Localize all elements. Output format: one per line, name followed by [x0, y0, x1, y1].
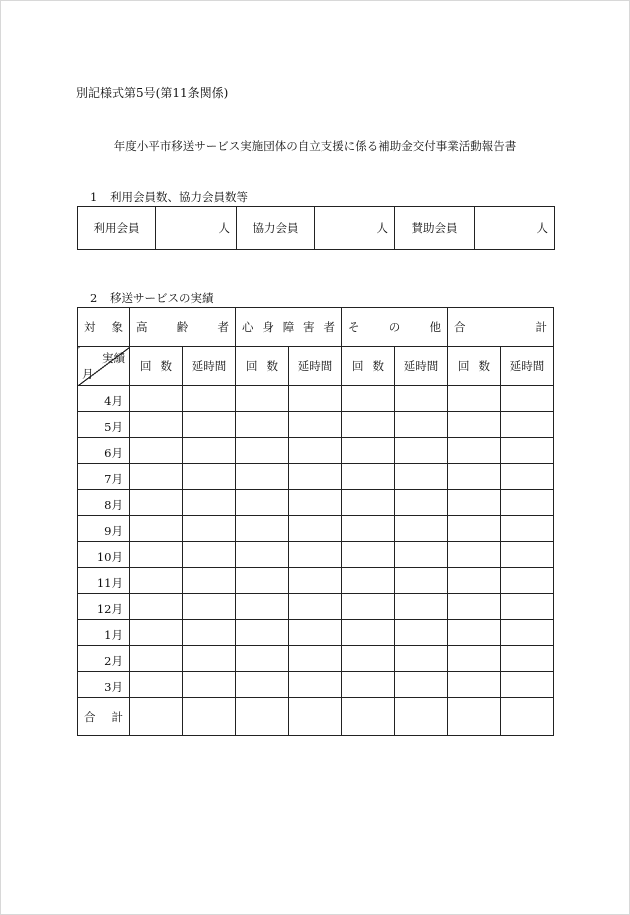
- data-cell[interactable]: [448, 464, 501, 490]
- data-cell[interactable]: [395, 516, 448, 542]
- data-cell[interactable]: [342, 386, 395, 412]
- month-label: 3月: [78, 672, 130, 698]
- sub-header-cell: [342, 347, 395, 386]
- data-cell[interactable]: [395, 542, 448, 568]
- form-reference: 別記様式第5号(第11条関係): [76, 86, 229, 100]
- member-value-users[interactable]: [156, 207, 237, 250]
- transport-results-table: [77, 307, 554, 736]
- header-char: 障: [282, 320, 295, 334]
- diag-label-month: 月: [82, 367, 94, 381]
- section1-title: 利用会員数、協力会員数等: [110, 190, 248, 204]
- data-cell[interactable]: [342, 412, 395, 438]
- data-cell[interactable]: [501, 464, 554, 490]
- data-cell[interactable]: [342, 672, 395, 698]
- target-header-cell: [78, 308, 130, 347]
- data-cell[interactable]: [183, 386, 236, 412]
- unit-label: 人: [218, 221, 230, 235]
- header-char: 回: [140, 359, 152, 373]
- total-cell[interactable]: [236, 698, 289, 736]
- sub-header-cell: [183, 347, 236, 386]
- data-cell[interactable]: [183, 542, 236, 568]
- sub-header-row: [78, 347, 554, 386]
- data-cell[interactable]: [395, 594, 448, 620]
- data-cell[interactable]: [289, 646, 342, 672]
- header-char: 身: [262, 320, 274, 334]
- total-cell[interactable]: [289, 698, 342, 736]
- diag-label-results: 実績: [102, 351, 125, 365]
- header-char: 延時間: [191, 359, 227, 373]
- data-cell[interactable]: [236, 542, 289, 568]
- month-label: 2月: [78, 646, 130, 672]
- total-cell[interactable]: [501, 698, 554, 736]
- data-cell[interactable]: [289, 620, 342, 646]
- header-char: 延時間: [297, 359, 333, 373]
- data-cell[interactable]: [448, 516, 501, 542]
- data-cell[interactable]: [395, 490, 448, 516]
- data-cell[interactable]: [130, 646, 183, 672]
- data-cell[interactable]: [130, 464, 183, 490]
- data-cell[interactable]: [501, 594, 554, 620]
- data-cell[interactable]: [130, 620, 183, 646]
- header-char: 回: [458, 359, 470, 373]
- data-cell[interactable]: [130, 568, 183, 594]
- group-header-total: [448, 308, 554, 347]
- month-row: [78, 568, 554, 594]
- header-char: 他: [429, 320, 441, 334]
- data-cell[interactable]: [236, 438, 289, 464]
- data-cell[interactable]: [448, 542, 501, 568]
- data-cell[interactable]: [183, 568, 236, 594]
- data-cell[interactable]: [395, 568, 448, 594]
- data-cell[interactable]: [289, 672, 342, 698]
- data-cell[interactable]: [448, 646, 501, 672]
- data-cell[interactable]: [395, 646, 448, 672]
- document-title: 年度小平市移送サービス実施団体の自立支援に係る補助金交付事業活動報告書: [113, 139, 517, 153]
- header-char: 象: [111, 320, 123, 334]
- member-value-cooperating[interactable]: [315, 207, 395, 250]
- section2-heading: [90, 290, 214, 306]
- data-cell[interactable]: [183, 412, 236, 438]
- data-cell[interactable]: [236, 594, 289, 620]
- data-cell[interactable]: [130, 490, 183, 516]
- data-cell[interactable]: [183, 594, 236, 620]
- data-cell[interactable]: [130, 412, 183, 438]
- month-label: 5月: [78, 412, 130, 438]
- unit-label: 人: [536, 221, 548, 235]
- total-cell[interactable]: [183, 698, 236, 736]
- sub-header-cell: [236, 347, 289, 386]
- data-cell[interactable]: [236, 568, 289, 594]
- data-cell[interactable]: [448, 620, 501, 646]
- header-char: 数: [160, 359, 172, 373]
- header-char: 数: [372, 359, 384, 373]
- header-char: 齢: [176, 320, 189, 334]
- data-cell[interactable]: [236, 646, 289, 672]
- month-label: 4月: [78, 386, 130, 412]
- data-cell[interactable]: [501, 490, 554, 516]
- month-row: [78, 672, 554, 698]
- data-cell[interactable]: [342, 464, 395, 490]
- data-cell[interactable]: [395, 386, 448, 412]
- data-cell[interactable]: [289, 594, 342, 620]
- data-cell[interactable]: [501, 386, 554, 412]
- data-cell[interactable]: [289, 386, 342, 412]
- header-char: 高: [136, 320, 148, 334]
- data-cell[interactable]: [342, 438, 395, 464]
- data-cell[interactable]: [130, 516, 183, 542]
- header-char: 心: [242, 320, 254, 334]
- header-char: 計: [535, 320, 547, 334]
- data-cell[interactable]: [130, 386, 183, 412]
- member-value-supporting[interactable]: [475, 207, 555, 250]
- group-header-elderly: [130, 308, 236, 347]
- header-char: そ: [348, 320, 360, 334]
- data-cell[interactable]: [183, 490, 236, 516]
- data-cell[interactable]: [289, 542, 342, 568]
- header-char: 回: [352, 359, 364, 373]
- member-count-table: [77, 206, 555, 250]
- data-cell[interactable]: [236, 490, 289, 516]
- group-header-row: [78, 308, 554, 347]
- month-row: [78, 386, 554, 412]
- data-cell[interactable]: [236, 464, 289, 490]
- month-row: [78, 412, 554, 438]
- data-cell[interactable]: [501, 620, 554, 646]
- data-cell[interactable]: [289, 516, 342, 542]
- month-label: 12月: [78, 594, 130, 620]
- data-cell[interactable]: [501, 516, 554, 542]
- sub-header-cell: [501, 347, 554, 386]
- data-cell[interactable]: [183, 646, 236, 672]
- month-label: 9月: [78, 516, 130, 542]
- data-cell[interactable]: [236, 672, 289, 698]
- data-cell[interactable]: [130, 594, 183, 620]
- data-cell[interactable]: [130, 542, 183, 568]
- data-cell[interactable]: [395, 620, 448, 646]
- member-label-users: 利用会員: [78, 207, 156, 250]
- month-row: [78, 646, 554, 672]
- data-cell[interactable]: [342, 490, 395, 516]
- month-row: [78, 620, 554, 646]
- total-cell[interactable]: [395, 698, 448, 736]
- unit-label: 人: [376, 221, 388, 235]
- section2-title: 移送サービスの実績: [110, 291, 214, 305]
- data-cell[interactable]: [183, 464, 236, 490]
- header-char: 数: [266, 359, 278, 373]
- data-cell[interactable]: [448, 672, 501, 698]
- data-cell[interactable]: [448, 412, 501, 438]
- total-cell[interactable]: [130, 698, 183, 736]
- data-cell[interactable]: [236, 412, 289, 438]
- total-row: [78, 698, 554, 736]
- data-cell[interactable]: [501, 672, 554, 698]
- data-cell[interactable]: [183, 620, 236, 646]
- data-cell[interactable]: [130, 672, 183, 698]
- header-char: 延時間: [509, 359, 545, 373]
- total-cell[interactable]: [342, 698, 395, 736]
- data-cell[interactable]: [448, 568, 501, 594]
- data-cell[interactable]: [501, 542, 554, 568]
- month-row: [78, 464, 554, 490]
- data-cell[interactable]: [289, 412, 342, 438]
- month-row: [78, 438, 554, 464]
- header-char: 回: [246, 359, 258, 373]
- sub-header-cell: [130, 347, 183, 386]
- data-cell[interactable]: [448, 438, 501, 464]
- data-cell[interactable]: [183, 438, 236, 464]
- data-cell[interactable]: [289, 490, 342, 516]
- header-char: 害: [303, 320, 315, 334]
- header-char: 者: [323, 320, 335, 334]
- total-label-cell: [78, 698, 130, 736]
- group-header-disabled: [236, 308, 342, 347]
- header-char: 計: [111, 709, 123, 724]
- data-cell[interactable]: [236, 516, 289, 542]
- header-char: 対: [84, 320, 96, 334]
- data-cell[interactable]: [395, 464, 448, 490]
- header-char: 数: [478, 359, 490, 373]
- data-cell[interactable]: [501, 438, 554, 464]
- sub-header-cell: [395, 347, 448, 386]
- data-cell[interactable]: [236, 620, 289, 646]
- data-cell[interactable]: [448, 490, 501, 516]
- data-cell[interactable]: [501, 568, 554, 594]
- total-cell[interactable]: [448, 698, 501, 736]
- member-label-cooperating: 協力会員: [237, 207, 315, 250]
- data-cell[interactable]: [342, 568, 395, 594]
- data-cell[interactable]: [289, 568, 342, 594]
- month-label: 8月: [78, 490, 130, 516]
- data-cell[interactable]: [342, 594, 395, 620]
- data-cell[interactable]: [342, 516, 395, 542]
- section2-number: 2: [90, 291, 98, 305]
- member-label-supporting: 賛助会員: [395, 207, 475, 250]
- data-cell[interactable]: [395, 412, 448, 438]
- month-label: 10月: [78, 542, 130, 568]
- sub-header-cell: [289, 347, 342, 386]
- data-cell[interactable]: [289, 438, 342, 464]
- section1-number: 1: [90, 190, 98, 204]
- month-row: [78, 542, 554, 568]
- month-label: 6月: [78, 438, 130, 464]
- month-row: [78, 516, 554, 542]
- data-cell[interactable]: [342, 646, 395, 672]
- data-cell[interactable]: [395, 438, 448, 464]
- data-cell[interactable]: [342, 620, 395, 646]
- header-char: の: [388, 320, 401, 334]
- diagonal-header-cell: [78, 347, 130, 386]
- header-char: 延時間: [403, 359, 439, 373]
- month-label: 7月: [78, 464, 130, 490]
- data-cell[interactable]: [501, 646, 554, 672]
- data-cell[interactable]: [395, 672, 448, 698]
- month-row: [78, 594, 554, 620]
- data-cell[interactable]: [236, 386, 289, 412]
- data-cell[interactable]: [448, 594, 501, 620]
- data-cell[interactable]: [501, 412, 554, 438]
- data-cell[interactable]: [289, 464, 342, 490]
- data-cell[interactable]: [183, 672, 236, 698]
- month-rows: [78, 386, 554, 698]
- group-header-other: [342, 308, 448, 347]
- header-char: 合: [454, 320, 466, 334]
- section1-heading: [90, 189, 248, 205]
- data-cell[interactable]: [183, 516, 236, 542]
- data-cell[interactable]: [130, 438, 183, 464]
- month-row: [78, 490, 554, 516]
- header-char: 合: [84, 709, 96, 724]
- month-label: 11月: [78, 568, 130, 594]
- data-cell[interactable]: [342, 542, 395, 568]
- sub-header-cell: [448, 347, 501, 386]
- data-cell[interactable]: [448, 386, 501, 412]
- header-char: 者: [217, 320, 229, 334]
- month-label: 1月: [78, 620, 130, 646]
